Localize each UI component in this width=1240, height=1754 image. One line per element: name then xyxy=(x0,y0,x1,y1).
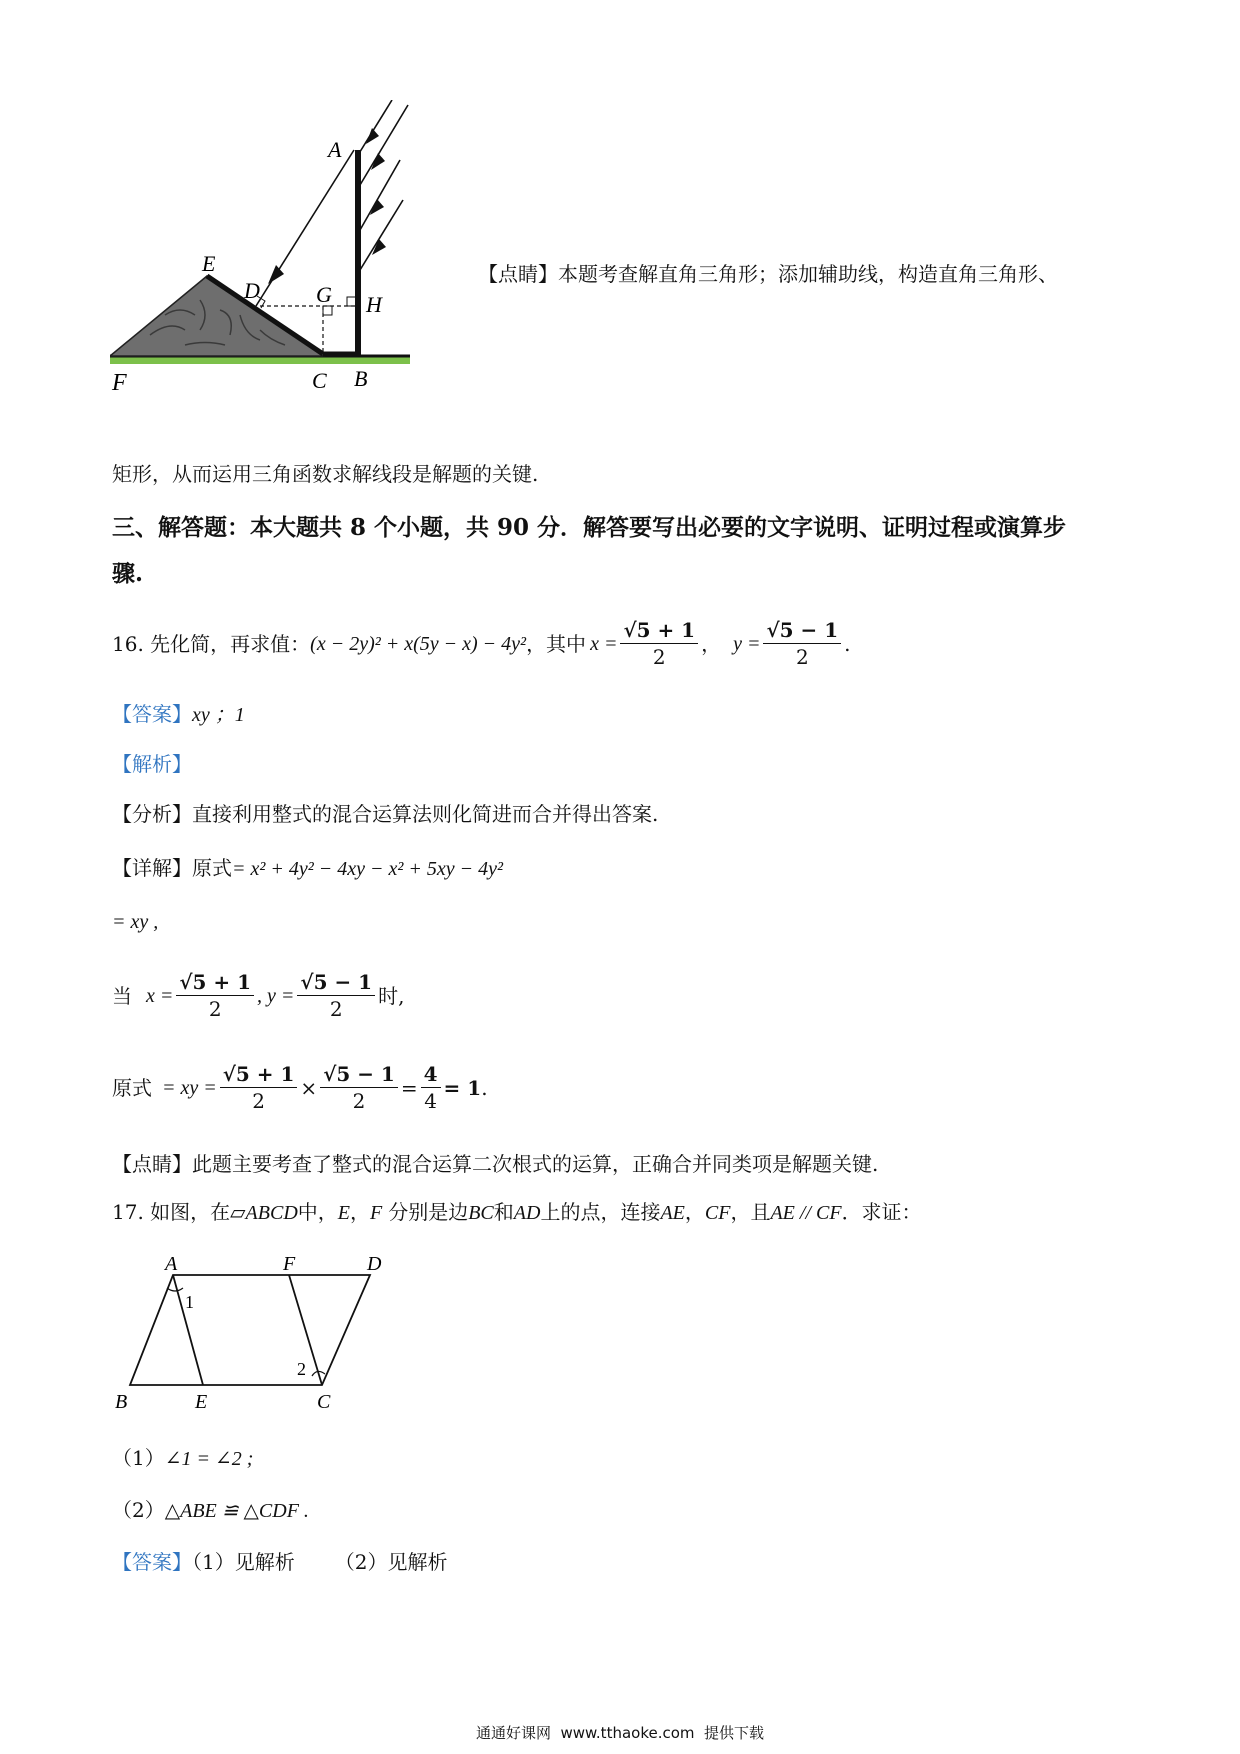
sun-ray xyxy=(360,160,400,230)
xiangjie-tag: 【详解】 xyxy=(112,856,192,880)
q17-comma: ， xyxy=(350,1200,370,1224)
answer-part1: （1）见解析 xyxy=(192,1550,295,1574)
section-heading-line1: 三、解答题：本大题共 8 个小题，共 90 分．解答要写出必要的文字说明、证明过程或演算步 xyxy=(112,514,1067,541)
xy-lhs: = xy = xyxy=(162,1077,217,1099)
answer-value: xy ；1 xyxy=(192,704,245,726)
dianjing-16 xyxy=(112,1150,878,1178)
dianjing-tag: 【点睛】 xyxy=(112,1152,192,1176)
label-E: E xyxy=(202,251,216,276)
q17-text: 上的点，连接 xyxy=(540,1200,661,1224)
answer-tag: 【答案】 xyxy=(112,702,192,726)
part2-number: （2） xyxy=(112,1498,165,1522)
label-F: F xyxy=(283,1253,296,1275)
fraction-numerator: √5 − 1 xyxy=(763,618,841,644)
dianjing-tag: 【点睛】 xyxy=(478,262,558,286)
fenxi-text: 直接利用整式的混合运算法则化简进而合并得出答案. xyxy=(192,802,659,826)
sun-ray-arrow xyxy=(370,199,384,215)
q17-text: 分别是边 xyxy=(388,1200,469,1224)
ray-arrow xyxy=(268,265,284,284)
figure-parallelogram xyxy=(105,1250,405,1430)
q16-x-fraction xyxy=(620,618,698,670)
right-angle-H xyxy=(347,297,356,306)
q17-prefix: 17. 如图，在 xyxy=(112,1200,231,1224)
fraction-numerator: √5 + 1 xyxy=(620,618,698,644)
label-F: F xyxy=(112,370,127,396)
label-C: C xyxy=(317,1391,331,1413)
q17-he: 和 xyxy=(493,1200,514,1224)
parallelogram-ABCD xyxy=(130,1275,370,1385)
dianjing-1-line2: 矩形，从而运用三角函数求解线段是解题的关键. xyxy=(112,462,539,486)
fraction-denominator: 4 xyxy=(424,1089,437,1113)
xiangjie-16-line2: = xy , xyxy=(112,911,159,933)
fenxi-tag: 【分析】 xyxy=(112,802,192,826)
label-C: C xyxy=(312,368,327,393)
ray-AD xyxy=(256,150,354,306)
label-A: A xyxy=(328,137,342,162)
q17-cf: CF xyxy=(704,1202,731,1224)
q16-x-lhs: x = xyxy=(590,633,618,655)
when-word: 当 xyxy=(112,984,132,1008)
q17-part2 xyxy=(112,1496,309,1525)
answer-tag: 【答案】 xyxy=(112,1550,192,1574)
fraction-numerator: √5 + 1 xyxy=(220,1062,298,1088)
label-A: A xyxy=(165,1253,178,1275)
q17-ae: AE xyxy=(660,1202,685,1224)
y-fraction xyxy=(320,1062,398,1114)
answer-16 xyxy=(112,700,245,729)
q16-y-lhs: y = xyxy=(733,633,761,655)
label-H: H xyxy=(366,292,382,317)
q17-bc: BC xyxy=(468,1202,494,1224)
q16-prefix: 16. 先化简，再求值： xyxy=(112,632,311,656)
fraction-denominator: 2 xyxy=(329,997,343,1021)
q17-part1 xyxy=(112,1444,253,1473)
label-D: D xyxy=(367,1253,382,1275)
q16-expression: (x − 2y)² + x(5y − x) − 4y² xyxy=(310,633,527,655)
xiangjie-prefix: 原式 xyxy=(192,856,232,880)
label-angle-2: 2 xyxy=(297,1359,306,1379)
q17-text: 中， xyxy=(297,1200,338,1224)
x-lhs: x = xyxy=(146,985,174,1007)
jiexi-16-tag: 【解析】 xyxy=(112,752,192,776)
xiangjie-16-line1 xyxy=(112,854,503,883)
sun-ray xyxy=(360,200,403,270)
q17-point-e: E xyxy=(337,1202,350,1224)
result: = 1 xyxy=(443,1076,482,1100)
angle-1-arc xyxy=(167,1288,183,1291)
result-dot: . xyxy=(481,1076,488,1100)
fenxi-16 xyxy=(112,800,658,828)
fraction-denominator: 2 xyxy=(208,997,222,1021)
figure-mountain-pole xyxy=(110,100,470,445)
label-angle-1: 1 xyxy=(185,1292,194,1312)
page-footer: 通通好课网 www.tthaoke.com 提供下载 xyxy=(475,1724,765,1742)
label-E: E xyxy=(195,1391,208,1413)
part1-text: ∠1 = ∠2 ; xyxy=(164,1448,254,1470)
yuanshi-word: 原式 xyxy=(112,1076,152,1100)
q16-sep: ， xyxy=(701,632,722,656)
q17-parallel: AE // CF xyxy=(770,1202,842,1224)
q17-text: ．求证： xyxy=(841,1200,922,1224)
answer-part2: （2）见解析 xyxy=(334,1550,448,1574)
q17-parallelogram: ▱ABCD xyxy=(230,1202,298,1224)
label-B: B xyxy=(115,1391,128,1413)
y-fraction xyxy=(297,970,375,1022)
part1-number: （1） xyxy=(112,1446,165,1470)
label-D: D xyxy=(244,278,260,303)
q16-where: ，其中 xyxy=(526,632,587,656)
fraction-numerator: √5 − 1 xyxy=(297,970,375,996)
question-16 xyxy=(112,618,851,670)
q16-y-fraction xyxy=(763,618,841,670)
sun-ray-arrow xyxy=(366,128,379,144)
xiangjie-16-line4 xyxy=(112,1062,488,1114)
fraction-numerator: √5 − 1 xyxy=(320,1062,398,1088)
fraction-denominator: 2 xyxy=(652,645,666,669)
question-17 xyxy=(112,1198,922,1227)
sun-ray-arrow xyxy=(371,153,385,170)
dianjing-text: 此题主要考查了整式的混合运算二次根式的运算，正确合并同类项是解题关键. xyxy=(192,1152,879,1176)
dianjing-text: 本题考查解直角三角形；添加辅助线，构造直角三角形、 xyxy=(558,262,1058,286)
section-heading-line2: 骤. xyxy=(112,560,144,587)
xiangjie-expr: = x² + 4y² − 4xy − x² + 5xy − 4y² xyxy=(232,858,503,880)
fraction-denominator: 2 xyxy=(252,1089,265,1113)
answer-17 xyxy=(112,1548,447,1576)
fraction-denominator: 2 xyxy=(795,645,809,669)
right-angle-G xyxy=(323,306,332,315)
times-sign: × xyxy=(300,1076,318,1100)
dianjing-1-line1 xyxy=(478,260,1058,288)
y-lhs: , y = xyxy=(257,985,295,1007)
q17-ad: AD xyxy=(513,1202,541,1224)
label-B: B xyxy=(354,366,368,391)
x-fraction xyxy=(220,1062,298,1114)
shi-word: 时, xyxy=(378,984,405,1008)
q17-text: ，且 xyxy=(730,1200,771,1224)
section-heading xyxy=(112,512,1066,544)
label-G: G xyxy=(316,282,332,307)
sun-ray xyxy=(360,105,408,185)
x-fraction xyxy=(176,970,254,1022)
sun-ray xyxy=(358,100,392,155)
q17-comma: ， xyxy=(684,1200,705,1224)
fraction-numerator: √5 + 1 xyxy=(176,970,254,996)
fraction-denominator: 2 xyxy=(352,1089,366,1113)
four-fraction xyxy=(421,1062,441,1114)
q16-end: . xyxy=(844,632,851,656)
fraction-numerator: 4 xyxy=(421,1062,441,1088)
equals-sign: = xyxy=(400,1076,418,1100)
q17-point-f: F xyxy=(370,1202,383,1224)
xiangjie-16-line3 xyxy=(112,970,404,1022)
part2-text: △ABE ≌ △CDF . xyxy=(164,1500,309,1522)
